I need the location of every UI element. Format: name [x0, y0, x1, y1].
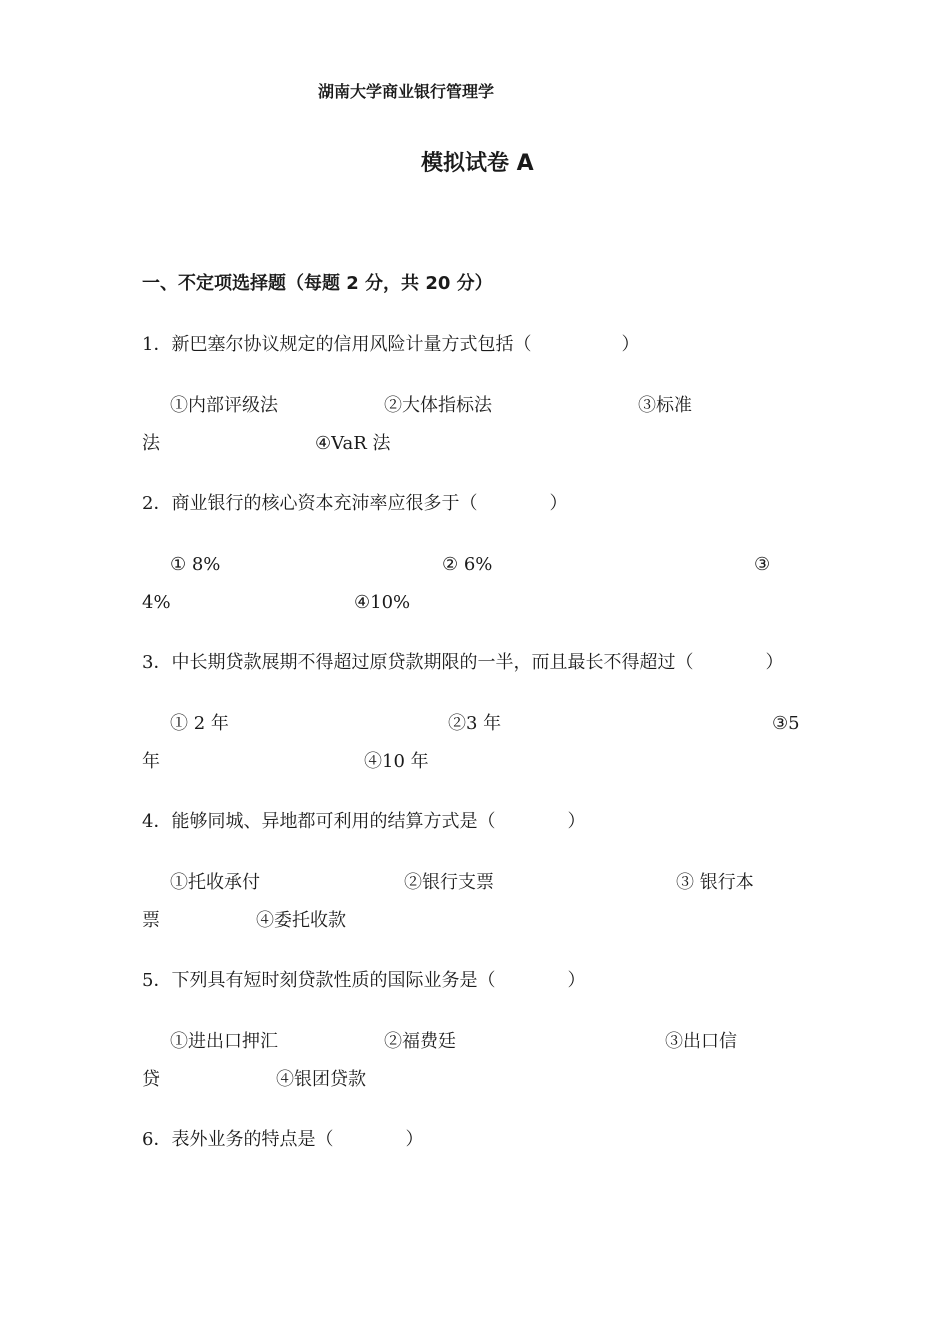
- question-1-option-4: ④VaR 法: [315, 433, 391, 454]
- question-3-option-2: ②3 年: [448, 713, 502, 734]
- question-4-option-1: ①托收承付: [170, 872, 260, 893]
- question-1-option-2: ②大体指标法: [384, 395, 492, 416]
- question-4-option-3: ③ 银行本: [676, 872, 754, 893]
- question-5-stem: 5．下列具有短时刻贷款性质的国际业务是（ ）: [142, 970, 586, 991]
- question-3-option-4: ④10 年: [364, 751, 429, 772]
- question-1-option-1: ①内部评级法: [170, 395, 278, 416]
- question-5-option-3: ③出口信: [665, 1031, 737, 1052]
- question-3-option-3: ③5: [772, 713, 800, 734]
- question-5-option-1: ①进出口押汇: [170, 1031, 278, 1052]
- document-header: 湖南大学商业银行管理学: [318, 82, 495, 101]
- question-4-option-2: ②银行支票: [404, 872, 494, 893]
- question-3-stem: 3．中长期贷款展期不得超过原贷款期限的一半，而且最长不得超过（ ）: [142, 652, 784, 673]
- question-2-stem: 2．商业银行的核心资本充沛率应很多于（ ）: [142, 493, 568, 514]
- question-3-option-1: ① 2 年: [170, 713, 229, 734]
- section-heading: 一、不定项选择题（每题 2 分，共 20 分）: [142, 273, 493, 294]
- question-6-stem: 6．表外业务的特点是（ ）: [142, 1129, 424, 1150]
- question-2-option-1: ① 8%: [170, 554, 221, 575]
- question-3-option-3-wrap: 年: [142, 751, 160, 772]
- question-2-option-2: ② 6%: [442, 554, 493, 575]
- question-5-option-4: ④银团贷款: [276, 1069, 366, 1090]
- question-2-option-3: ③: [754, 554, 771, 575]
- question-1-stem: 1．新巴塞尔协议规定的信用风险计量方式包括（ ）: [142, 334, 640, 355]
- question-2-option-3-wrap: 4%: [142, 592, 171, 613]
- question-1-option-3-wrap: 法: [142, 433, 160, 454]
- question-4-option-4: ④委托收款: [256, 910, 346, 931]
- exam-title: 模拟试卷 A: [421, 151, 534, 176]
- question-1-option-3: ③标准: [638, 395, 692, 416]
- question-2-option-4: ④10%: [354, 592, 411, 613]
- question-4-stem: 4．能够同城、异地都可利用的结算方式是（ ）: [142, 811, 586, 832]
- question-4-option-3-wrap: 票: [142, 910, 160, 931]
- question-5-option-3-wrap: 贷: [142, 1069, 160, 1090]
- question-5-option-2: ②福费廷: [384, 1031, 456, 1052]
